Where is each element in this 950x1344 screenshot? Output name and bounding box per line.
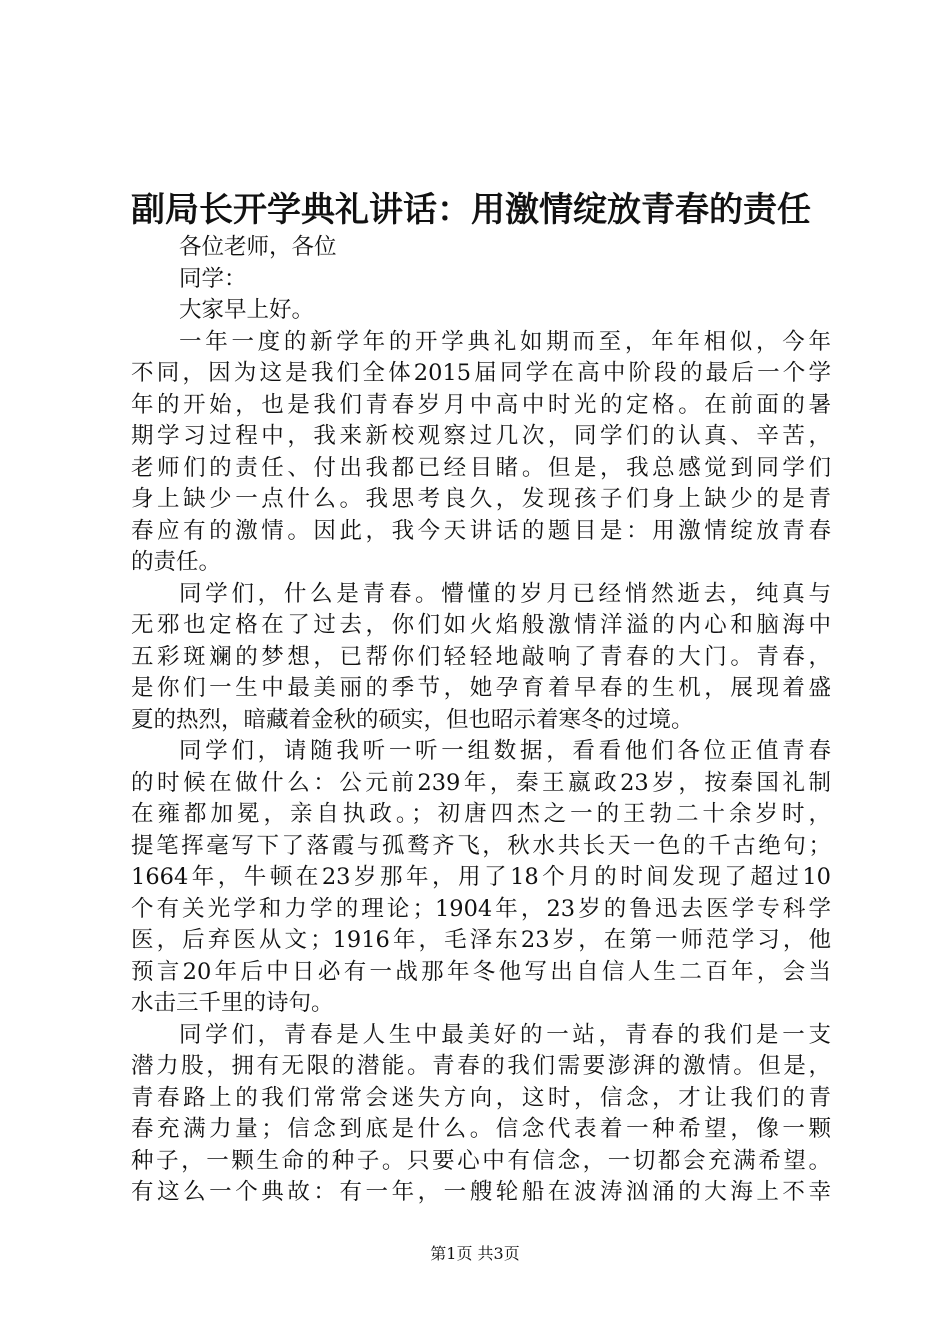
text-line: 大家早上好。 — [179, 297, 315, 323]
text-line: 医，后弃医从文；1916年，毛泽东23岁，在第一师范学习，他 — [131, 927, 831, 953]
text-line: 五彩斑斓的梦想，已帮你们轻轻地敲响了青春的大门。青春， — [131, 643, 831, 670]
text-line: 预言20年后中日必有一战那年冬他写出自信人生二百年，会当 — [131, 958, 831, 985]
text-line: 夏的热烈，暗藏着金秋的硕实，但也昭示着寒冬的过境。 — [131, 706, 694, 733]
text-line: 在雍都加冕，亲自执政。；初唐四杰之一的王勃二十余岁时， — [131, 801, 831, 827]
document-text — [131, 232, 831, 1209]
text-line: 是你们一生中最美丽的季节，她孕育着早春的生机，展现着盛 — [131, 675, 831, 701]
document-body — [131, 188, 831, 1209]
text-line: 同学们，请随我听一听一组数据，看看他们各位正值青春 — [179, 738, 831, 764]
text-line: 的责任。 — [131, 549, 222, 575]
text-line: 同学们，什么是青春。懵懂的岁月已经悄然逝去，纯真与 — [179, 580, 831, 607]
text-line: 不同，因为这是我们全体2015届同学在高中阶段的最后一个学 — [131, 360, 831, 386]
text-line: 期学习过程中，我来新校观察过几次，同学们的认真、辛苦， — [131, 423, 831, 449]
text-line: 同学们，青春是人生中最美好的一站，青春的我们是一支 — [179, 1021, 831, 1048]
text-line: 潜力股，拥有无限的潜能。青春的我们需要澎湃的激情。但是， — [131, 1053, 831, 1079]
text-line: 一年一度的新学年的开学典礼如期而至，年年相似，今年 — [179, 328, 831, 355]
page-footer: 第1页 共3页 — [430, 1244, 520, 1263]
text-line: 年的开始，也是我们青春岁月中高中时光的定格。在前面的暑 — [131, 391, 831, 418]
text-line: 青春路上的我们常常会迷失方向，这时，信念，才让我们的青 — [131, 1084, 831, 1111]
text-line: 春充满力量；信念到底是什么。信念代表着一种希望，像一颗 — [131, 1116, 831, 1142]
text-line: 1664年，牛顿在23岁那年，用了18个月的时间发现了超过10 — [131, 864, 831, 890]
text-line: 水击三千里的诗句。 — [131, 990, 334, 1016]
text-line: 提笔挥毫写下了落霞与孤鹜齐飞，秋水共长天一色的千古绝句； — [131, 832, 831, 859]
text-line: 老师们的责任、付出我都已经目睹。但是，我总感觉到同学们 — [131, 454, 831, 481]
text-line: 无邪也定格在了过去，你们如火焰般激情洋溢的内心和脑海中 — [131, 612, 831, 638]
document-title: 副局长开学典礼讲话：用激情绽放青春的责任 — [131, 190, 811, 230]
text-line: 春应有的激情。因此，我今天讲话的题目是：用激情绽放青春 — [131, 517, 831, 544]
text-line: 的时候在做什么：公元前239年，秦王嬴政23岁，按秦国礼制 — [131, 769, 831, 796]
text-line: 有这么一个典故：有一年，一艘轮船在波涛汹涌的大海上不幸 — [131, 1179, 831, 1205]
text-line: 个有关光学和力学的理论；1904年，23岁的鲁迅去医学专科学 — [131, 895, 831, 922]
text-line: 同学： — [179, 265, 247, 292]
text-line: 种子，一颗生命的种子。只要心中有信念，一切都会充满希望。 — [131, 1147, 831, 1174]
text-line: 各位老师，各位 — [179, 234, 337, 260]
text-line: 身上缺少一点什么。我思考良久，发现孩子们身上缺少的是青 — [131, 486, 831, 512]
